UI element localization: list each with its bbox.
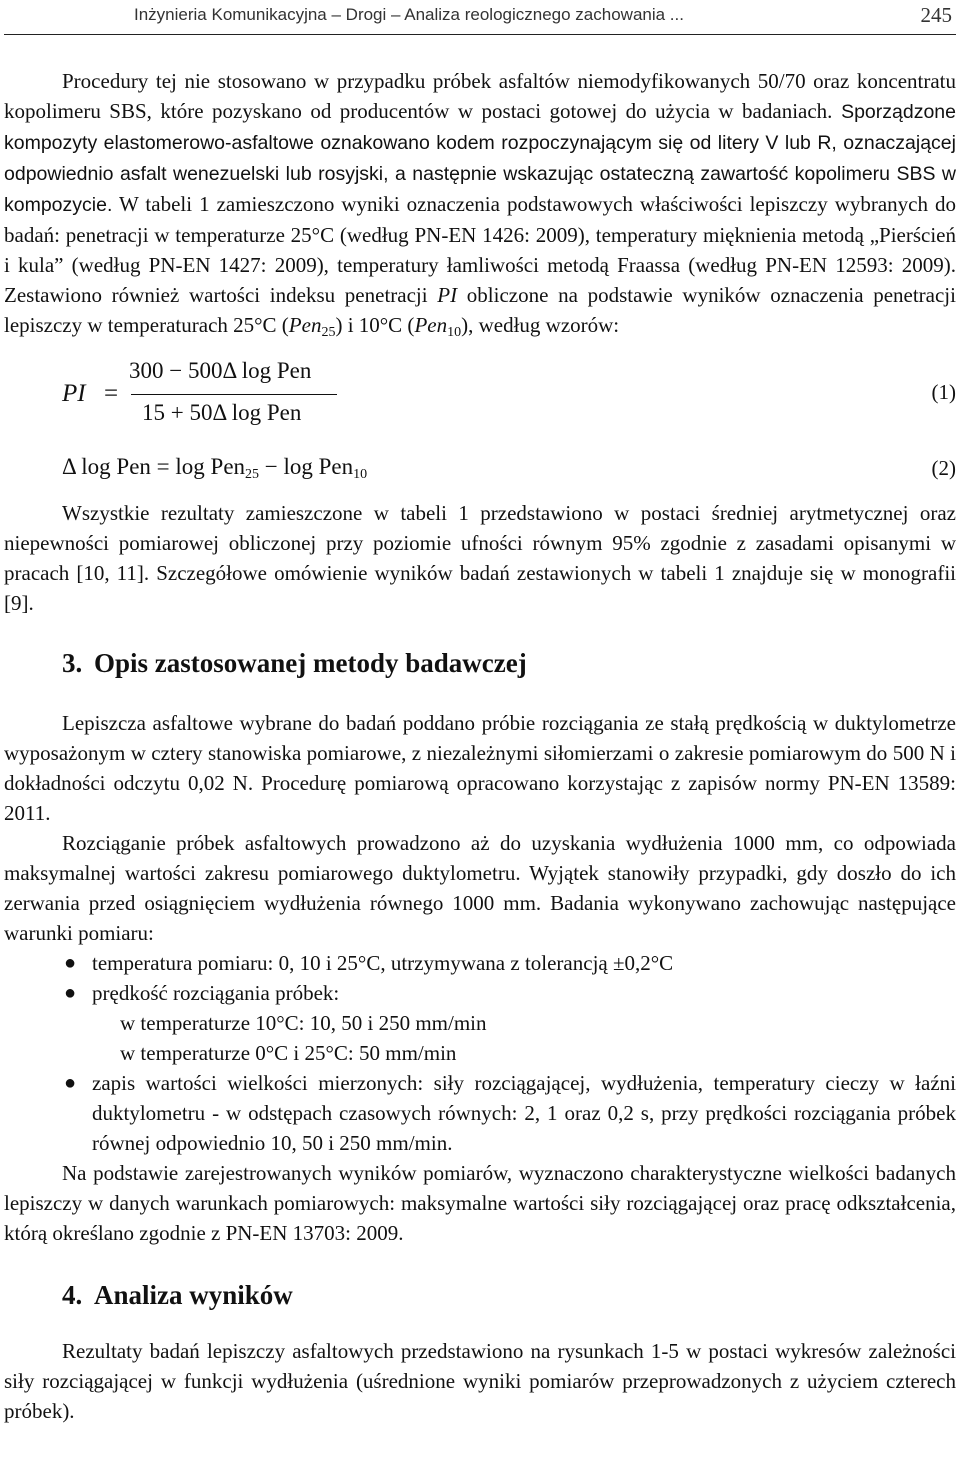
list-item-text: temperatura pomiaru: 0, 10 i 25°C, utrzymywana z tolerancją ±0,2°C <box>92 951 674 975</box>
equation-2-left: Δ log Pen = log Pen <box>62 454 246 479</box>
equation-2-sub10: 10 <box>353 467 368 482</box>
list-subitem: w temperaturze 10°C: 10, 50 i 250 mm/min <box>120 1011 487 1035</box>
paragraph-penetration-text: obliczone na podstawie wyników oznaczenia penetracji lepiszczy w temperaturach 25°C ( <box>4 283 956 337</box>
list-item <box>4 978 956 1068</box>
fraction-bar <box>131 394 337 395</box>
section-4-title: Analiza wyników <box>94 1280 293 1310</box>
equation-1-equals: = <box>104 380 119 407</box>
subscript-10: 10 <box>447 325 462 340</box>
section-heading-4 <box>4 1278 956 1312</box>
paragraph-and-text: ) i 10°C ( <box>335 313 415 337</box>
page-number: 245 <box>920 3 952 27</box>
list-subitem: w temperaturze 0°C i 25°C: 50 mm/min <box>120 1041 457 1065</box>
running-title: Inżynieria Komunikacyjna – Drogi – Analiza reologicznego zachowania ... <box>134 5 684 24</box>
section-4-number: 4. <box>62 1280 83 1310</box>
equation-2-number: (2) <box>931 456 956 480</box>
paragraph-analysis: Rezultaty badań lepiszczy asfaltowych przedstawiono na rysunkach 1-5 w postaci wykresów zależności siły rozciągającej w funkcji wydłużenia (uśrednione wyniki pomiarów przeprowadzonych z użyciem czterech próbek). <box>4 1339 956 1423</box>
list-item <box>4 948 956 978</box>
subscript-25: 25 <box>321 325 336 340</box>
equation-1-numerator: 300 − 500Δ log Pen <box>129 358 312 383</box>
equation-1-number: (1) <box>931 380 956 404</box>
paragraph-procedure-text: Procedury tej nie stosowano w przypadku próbek asfaltów niemodyfikowanych 50/70 oraz koncentratu kopolimeru SBS, które pozyskano od producentów w postaci gotowej do użycia w badaniach. <box>4 69 956 123</box>
symbol-pen25: Pen <box>288 313 322 337</box>
equation-1-denominator: 15 + 50Δ log Pen <box>142 400 302 425</box>
list-item <box>4 1068 956 1158</box>
equation-2 <box>4 446 956 498</box>
equation-2-mid: − log Pen <box>259 454 354 479</box>
list-item-text: prędkość rozciągania próbek: <box>92 981 340 1005</box>
paragraph-table-text: W tabeli 1 zamieszczono wyniki oznaczenia podstawowych właściwości lepiszczy wybranych do badań: penetracji w temperaturze 25°C (według PN-EN 1426: 2009), temperatury mięknienia metodą „Pierścień i kula” (według PN-EN 1427: 2009), temperatury łamliwości metodą Fraassa (według PN-EN 12593: 2009). Zestawiono również wartości indeksu penetracji <box>4 192 956 307</box>
paragraph-characteristics: Na podstawie zarejestrowanych wyników pomiarów, wyznaczono charakterystyczne wielkości badanych lepiszczy w danych warunkach pomiarowych: maksymalne wartości siły rozciągającej oraz pracę odkształcenia, którą określano zgodnie z PN-EN 13703: 2009. <box>4 1161 956 1245</box>
symbol-pen10: Pen <box>414 313 448 337</box>
paragraph-results-summary: Wszystkie rezultaty zamieszczone w tabeli 1 przedstawiono w postaci średniej arytmetycznej oraz niepewności pomiarowej obliczonej przy poziomie ufności równym 95% zgodnie z zasadami opisanymi w pracach [10, 11]. Szczegółowe omówienie wyników badań zestawionych w tabeli 1 znajduje się w monografii [9]. <box>4 501 956 615</box>
symbol-pi: PI <box>437 283 458 307</box>
section-3-number: 3. <box>62 648 83 678</box>
conditions-list <box>4 948 956 1158</box>
paragraph-composites-text: Sporządzone kompozyty elastomerowo-asfaltowe oznakowano kodem rozpoczynającym się od litery V lub R, oznaczającej odpowiednio asfalt wenezuelski lub rosyjski, a następnie wskazując ostateczną zawartość kopolimeru SBS w kompozycie. <box>4 101 956 216</box>
section-3-title: Opis zastosowanej metody badawczej <box>94 648 527 678</box>
running-header <box>4 0 956 35</box>
bullet-icon: ● <box>64 982 77 1004</box>
equation-2-sub25: 25 <box>245 467 260 482</box>
bullet-icon: ● <box>64 952 77 974</box>
paragraph-procedure <box>4 66 956 348</box>
list-item-text: zapis wartości wielkości mierzonych: siły rozciągającej, wydłużenia, temperatury cieczy w łaźni duktylometru - w odstępach czasowych równych: 2, 1 oraz 0,2 s, przy prędkości rozciągania próbek równej odpowiednio 10, 50 i 250 mm/min. <box>92 1071 956 1155</box>
section-heading-3 <box>4 646 956 680</box>
equation-2-expression <box>62 454 367 483</box>
bullet-icon: ● <box>64 1072 77 1094</box>
equation-1-lhs: PI <box>62 380 86 407</box>
page-body <box>4 66 956 1426</box>
equation-1 <box>4 358 956 436</box>
paragraph-formulas-intro: ), według wzorów: <box>461 313 620 337</box>
paragraph-method: Lepiszcza asfaltowe wybrane do badań poddano próbie rozciągania ze stałą prędkością w duktylometrze wyposażonym w cztery stanowiska pomiarowe, z niezależnymi siłomierzami o zakresie pomiarowym do 500 N i dokładności odczytu 0,02 N. Procedurę pomiarową opracowano korzystając z zapisów normy PN-EN 13589: 2011. <box>4 711 956 825</box>
paragraph-stretching: Rozciąganie próbek asfaltowych prowadzono aż do uzyskania wydłużenia 1000 mm, co odpowiada maksymalnej wartości zakresu pomiarowego duktylometru. Wyjątek stanowiły przypadki, gdy doszło do ich zerwania przed osiągnięciem wydłużenia równego 1000 mm. Badania wykonywano zachowując następujące warunki pomiaru: <box>4 831 956 945</box>
